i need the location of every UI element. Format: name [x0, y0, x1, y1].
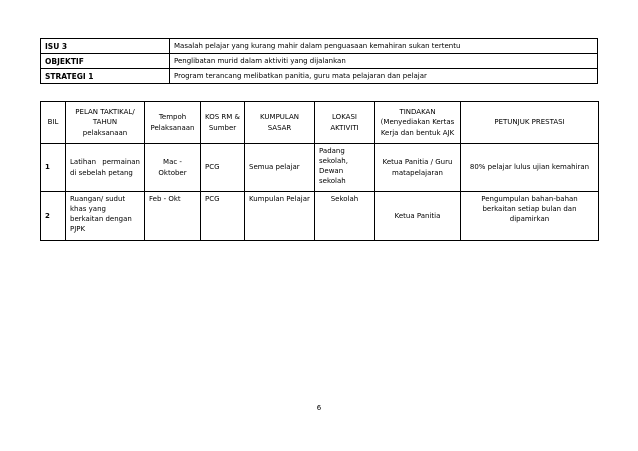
cell-bil: 2	[41, 192, 66, 241]
cell-lokasi: Padang sekolah, Dewan sekolah	[315, 144, 375, 192]
objective-value: Penglibatan murid dalam aktiviti yang dijalankan	[170, 54, 598, 69]
page-number: 6	[316, 404, 322, 412]
strategy-label: STRATEGI 1	[41, 69, 170, 84]
cell-tindakan: Ketua Panitia / Guru matapelajaran	[375, 144, 461, 192]
cell-petunjuk: 80% pelajar lulus ujian kemahiran	[461, 144, 599, 192]
header-lokasi: LOKASI AKTIVITI	[315, 102, 375, 144]
strategy-value: Program terancang melibatkan panitia, guru mata pelajaran dan pelajar	[170, 69, 598, 84]
header-petunjuk: PETUNJUK PRESTASI	[461, 102, 599, 144]
header-tempoh: Tempoh Pelaksanaan	[145, 102, 201, 144]
strategy-row	[41, 69, 598, 84]
cell-kos: PCG	[201, 192, 245, 241]
cell-petunjuk: Pengumpulan bahan-bahan berkaitan setiap bulan dan dipamirkan	[461, 192, 599, 241]
issue-row	[41, 39, 598, 54]
table-row	[41, 144, 599, 192]
issue-label: ISU 3	[41, 39, 170, 54]
cell-tempoh: Feb - Okt	[145, 192, 201, 241]
issue-value: Masalah pelajar yang kurang mahir dalam penguasaan kemahiran sukan tertentu	[170, 39, 598, 54]
cell-bil: 1	[41, 144, 66, 192]
cell-tindakan: Ketua Panitia	[375, 192, 461, 241]
header-bil: BIL	[41, 102, 66, 144]
cell-kumpulan: Semua pelajar	[245, 144, 315, 192]
cell-kumpulan: Kumpulan Pelajar	[245, 192, 315, 241]
tactical-plan-table	[40, 101, 599, 241]
objective-label: OBJEKTIF	[41, 54, 170, 69]
header-kumpulan: KUMPULAN SASAR	[245, 102, 315, 144]
issue-info-table	[40, 38, 598, 84]
table-header-row	[41, 102, 599, 144]
table-row	[41, 192, 599, 241]
objective-row	[41, 54, 598, 69]
header-tindakan: TINDAKAN (Menyediakan Kertas Kerja dan bentuk AJK	[375, 102, 461, 144]
header-pelan: PELAN TAKTIKAL/ TAHUN pelaksanaan	[66, 102, 145, 144]
cell-lokasi: Sekolah	[315, 192, 375, 241]
cell-pelan: Latihan permainan di sebelah petang	[66, 144, 145, 192]
cell-pelan: Ruangan/ sudut khas yang berkaitan dengan PJPK	[66, 192, 145, 241]
cell-kos: PCG	[201, 144, 245, 192]
header-kos: KOS RM & Sumber	[201, 102, 245, 144]
cell-tempoh: Mac - Oktober	[145, 144, 201, 192]
